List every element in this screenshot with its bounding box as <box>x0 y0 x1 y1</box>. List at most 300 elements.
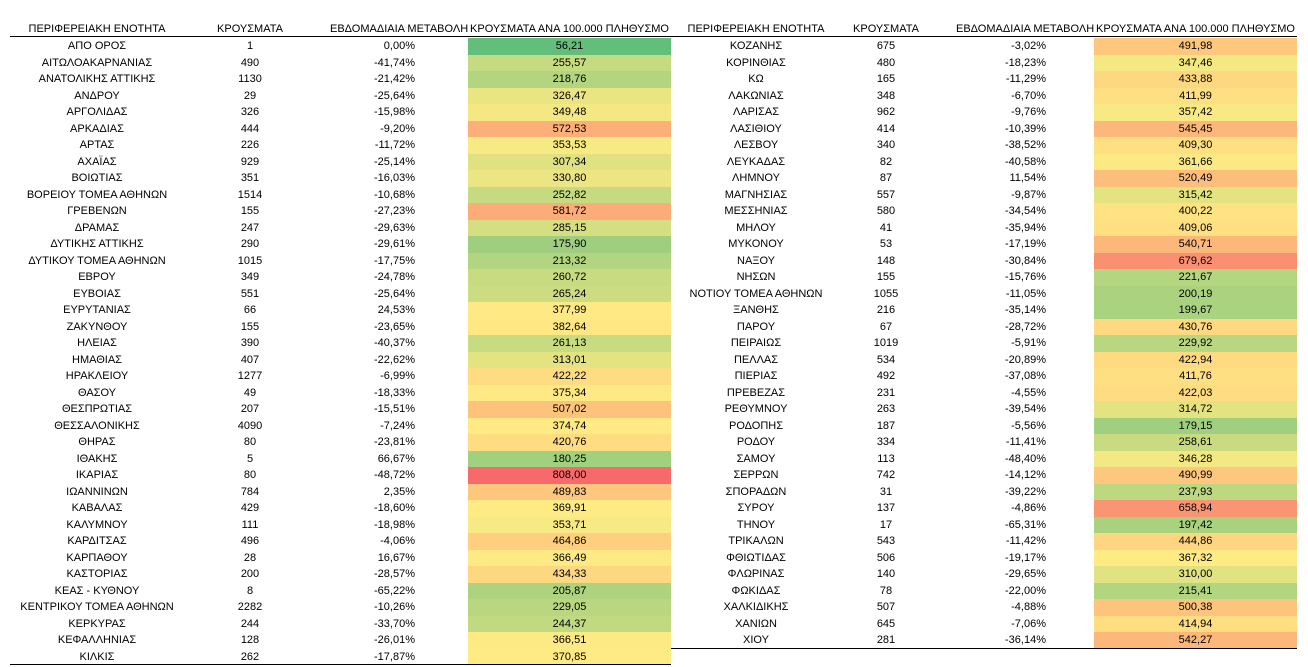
cell-weekly-change: -38,52% <box>1005 139 1046 151</box>
cell-region: ΦΘΙΩΤΙΔΑΣ <box>726 551 786 564</box>
cell-weekly-change: -4,55% <box>1011 386 1046 399</box>
cell-cases: 155 <box>240 320 260 333</box>
cell-region: ΑΝΑΤΟΛΙΚΗΣ ΑΤΤΙΚΗΣ <box>38 73 156 85</box>
cell-cases: 155 <box>240 205 260 217</box>
cell-cases: 340 <box>876 139 896 151</box>
header-weekly-change-right: ΕΒΔΟΜΑΔΙΑΙΑ ΜΕΤΑΒΟΛΗ <box>956 23 1095 35</box>
cell-per100k: 56,21 <box>468 38 671 55</box>
cell-per100k: 260,72 <box>468 269 671 286</box>
cell-cases: 1015 <box>237 254 263 267</box>
header-per100k-left: ΚΡΟΥΣΜΑΤΑ ΑΝΑ 100.000 ΠΛΗΘΥΣΜΟ <box>470 23 669 35</box>
cell-cases: 490 <box>240 56 260 69</box>
cell-cases: 580 <box>876 205 896 217</box>
cell-region: ΧΑΛΚΙΔΙΚΗΣ <box>723 601 789 613</box>
cell-per100k: 310,00 <box>1094 566 1297 583</box>
cell-weekly-change: -21,42% <box>374 73 415 85</box>
cell-weekly-change: -15,76% <box>1005 271 1046 283</box>
cell-per100k: 489,83 <box>468 484 671 501</box>
cell-cases: 1 <box>246 40 254 52</box>
cell-cases: 41 <box>879 221 893 234</box>
cell-weekly-change: 66,67% <box>377 452 415 465</box>
cell-region: ΝΗΣΩΝ <box>736 271 776 283</box>
cell-weekly-change: -9,20% <box>380 122 415 135</box>
cell-cases: 1514 <box>237 188 263 201</box>
cell-per100k: 265,24 <box>468 286 671 303</box>
cell-cases: 216 <box>876 304 896 316</box>
cell-region: ΛΑΡΙΣΑΣ <box>732 106 779 118</box>
cell-weekly-change: -10,26% <box>374 601 415 613</box>
cell-weekly-change: -11,05% <box>1005 287 1046 300</box>
cell-region: ΕΥΡΥΤΑΝΙΑΣ <box>63 304 131 316</box>
cell-per100k: 366,51 <box>468 632 671 649</box>
cell-cases: 17 <box>879 518 893 531</box>
cell-per100k: 307,34 <box>468 154 671 171</box>
cell-per100k: 314,72 <box>1094 401 1297 418</box>
cell-weekly-change: -28,72% <box>1005 320 1046 333</box>
cell-cases: 137 <box>876 502 896 514</box>
cell-weekly-change: -27,23% <box>374 205 415 217</box>
cell-weekly-change: -35,14% <box>1005 304 1046 316</box>
cell-per100k: 361,66 <box>1094 154 1297 171</box>
cell-cases: 80 <box>243 469 257 481</box>
cell-region: ΚΟΡΙΝΘΙΑΣ <box>726 56 786 69</box>
cell-per100k: 315,42 <box>1094 187 1297 204</box>
cell-per100k: 252,82 <box>468 187 671 204</box>
cell-weekly-change: -40,37% <box>374 337 415 349</box>
cell-weekly-change: 11,54% <box>1009 172 1046 184</box>
cell-weekly-change: -5,56% <box>1011 419 1046 432</box>
cell-weekly-change: -7,24% <box>380 419 415 432</box>
cell-region: ΛΑΣΙΘΙΟΥ <box>730 122 782 135</box>
cell-cases: 962 <box>876 106 896 118</box>
cell-cases: 507 <box>876 601 896 613</box>
cell-weekly-change: -15,51% <box>374 403 415 415</box>
cell-cases: 29 <box>243 89 257 102</box>
cell-per100k: 542,27 <box>1094 632 1297 649</box>
cell-cases: 148 <box>876 254 896 267</box>
cell-per100k: 229,05 <box>468 599 671 616</box>
cell-weekly-change: -10,39% <box>1005 122 1046 135</box>
cell-per100k: 349,48 <box>468 104 671 121</box>
cell-cases: 742 <box>876 469 896 481</box>
cell-per100k: 353,71 <box>468 517 671 534</box>
cell-weekly-change: -39,22% <box>1005 485 1046 498</box>
cell-weekly-change: -18,60% <box>374 502 415 514</box>
header-cases-left: ΚΡΟΥΣΜΑΤΑ <box>217 23 283 35</box>
cell-region: ΕΒΡΟΥ <box>78 271 116 283</box>
cell-region: ΙΘΑΚΗΣ <box>76 452 118 465</box>
cell-per100k: 500,38 <box>1094 599 1297 616</box>
cell-per100k: 258,61 <box>1094 434 1297 451</box>
cell-region: ΚΑΒΑΛΑΣ <box>71 502 123 514</box>
cell-weekly-change: -17,75% <box>374 254 415 267</box>
cell-weekly-change: -25,14% <box>374 155 415 168</box>
cell-per100k: 540,71 <box>1094 236 1297 253</box>
cell-region: ΗΜΑΘΙΑΣ <box>72 353 122 366</box>
cell-per100k: 229,92 <box>1094 335 1297 352</box>
cell-weekly-change: -11,29% <box>1005 73 1046 85</box>
cell-region: ΦΩΚΙΔΑΣ <box>731 584 781 597</box>
cell-cases: 128 <box>240 634 260 646</box>
cell-region: ΣΑΜΟΥ <box>736 452 776 465</box>
cell-per100k: 374,74 <box>468 418 671 435</box>
cell-cases: 407 <box>240 353 260 366</box>
cell-weekly-change: -10,68% <box>374 188 415 201</box>
cell-cases: 165 <box>876 73 896 85</box>
cell-region: ΜΥΚΟΝΟΥ <box>728 238 784 250</box>
cell-per100k: 581,72 <box>468 203 671 220</box>
cell-region: ΚΑΡΠΑΘΟΥ <box>66 551 128 564</box>
cell-per100k: 179,15 <box>1094 418 1297 435</box>
cell-cases: 534 <box>876 353 896 366</box>
cell-weekly-change: -9,87% <box>1011 188 1046 201</box>
cell-per100k: 430,76 <box>1094 319 1297 336</box>
cell-cases: 4090 <box>237 419 263 432</box>
cell-per100k: 197,42 <box>1094 517 1297 534</box>
cell-weekly-change: -26,01% <box>374 634 415 646</box>
cell-per100k: 409,06 <box>1094 220 1297 237</box>
cell-region: ΚΑΣΤΟΡΙΑΣ <box>66 568 128 580</box>
cell-region: ΧΙΟΥ <box>743 634 769 646</box>
cell-per100k: 400,22 <box>1094 203 1297 220</box>
cell-region: ΡΟΔΟΥ <box>736 436 776 448</box>
cell-weekly-change: -29,63% <box>374 221 415 234</box>
cell-weekly-change: -48,72% <box>374 469 415 481</box>
cell-weekly-change: -11,42% <box>1005 535 1046 547</box>
cell-weekly-change: -48,40% <box>1005 452 1046 465</box>
cell-region: ΗΛΕΙΑΣ <box>77 337 117 349</box>
cell-per100k: 422,03 <box>1094 385 1297 402</box>
cell-cases: 1019 <box>873 337 899 349</box>
cell-region: ΑΡΓΟΛΙΔΑΣ <box>66 106 128 118</box>
cell-weekly-change: -36,14% <box>1005 634 1046 646</box>
cell-region: ΑΧΑΪΑΣ <box>77 155 117 168</box>
cell-weekly-change: 16,67% <box>377 551 415 564</box>
cell-weekly-change: 2,35% <box>383 485 415 498</box>
cell-cases: 113 <box>877 452 895 465</box>
cell-region: ΚΕΡΚΥΡΑΣ <box>68 617 126 630</box>
cell-weekly-change: -7,06% <box>1011 617 1046 630</box>
cell-region: ΘΑΣΟΥ <box>77 386 117 399</box>
cell-per100k: 353,53 <box>468 137 671 154</box>
cell-cases: 444 <box>240 122 260 135</box>
cell-cases: 480 <box>876 56 896 69</box>
cell-per100k: 491,98 <box>1094 38 1297 55</box>
cell-weekly-change: -14,12% <box>1005 469 1046 481</box>
cell-region: ΦΛΩΡΙΝΑΣ <box>727 568 785 580</box>
cell-region: ΚΑΛΥΜΝΟΥ <box>66 518 128 531</box>
cell-cases: 263 <box>876 403 896 415</box>
cell-region: ΡΕΘΥΜΝΟΥ <box>724 403 788 415</box>
cell-cases: 82 <box>879 155 893 168</box>
cell-cases: 226 <box>240 139 260 151</box>
cell-weekly-change: -15,98% <box>374 106 415 118</box>
cell-weekly-change: -11,41% <box>1005 436 1046 448</box>
left-bottom-border <box>10 664 671 665</box>
cell-region: ΘΕΣΠΡΩΤΙΑΣ <box>61 403 133 415</box>
cell-region: ΑΠΟ ΟΡΟΣ <box>67 40 127 52</box>
cell-per100k: 205,87 <box>468 583 671 600</box>
cell-per100k: 545,45 <box>1094 121 1297 138</box>
cell-weekly-change: -20,89% <box>1005 353 1046 366</box>
cell-region: ΜΗΛΟΥ <box>736 221 776 234</box>
cell-cases: 429 <box>240 502 260 514</box>
cell-weekly-change: -3,02% <box>1011 40 1046 52</box>
cell-per100k: 255,57 <box>468 55 671 72</box>
cell-cases: 784 <box>240 485 260 498</box>
cell-per100k: 285,15 <box>468 220 671 237</box>
cell-weekly-change: -17,19% <box>1005 238 1046 250</box>
cell-per100k: 507,02 <box>468 401 671 418</box>
cell-weekly-change: -22,62% <box>374 353 415 366</box>
cell-per100k: 180,25 <box>468 451 671 468</box>
cell-weekly-change: -25,64% <box>374 89 415 102</box>
cell-weekly-change: -33,70% <box>374 617 415 630</box>
cell-weekly-change: -39,54% <box>1005 403 1046 415</box>
cell-per100k: 464,86 <box>468 533 671 550</box>
cell-region: ΜΕΣΣΗΝΙΑΣ <box>724 205 788 217</box>
cell-region: ΚΕΦΑΛΛΗΝΙΑΣ <box>57 634 137 646</box>
cell-per100k: 411,99 <box>1094 88 1297 105</box>
cell-region: ΑΙΤΩΛΟΑΚΑΡΝΑΝΙΑΣ <box>41 56 153 69</box>
cell-weekly-change: -19,17% <box>1005 551 1046 564</box>
cell-per100k: 237,93 <box>1094 484 1297 501</box>
cell-weekly-change: -9,76% <box>1011 106 1046 118</box>
cell-region: ΛΗΜΝΟΥ <box>732 172 780 184</box>
cell-weekly-change: -18,23% <box>1005 56 1046 69</box>
cell-weekly-change: -29,61% <box>374 238 415 250</box>
cell-cases: 390 <box>240 337 260 349</box>
cell-per100k: 215,41 <box>1094 583 1297 600</box>
cell-weekly-change: 0,00% <box>383 40 415 52</box>
cell-per100k: 444,86 <box>1094 533 1297 550</box>
cell-per100k: 370,85 <box>468 649 671 666</box>
cell-region: ΣΕΡΡΩΝ <box>733 469 779 481</box>
cell-per100k: 346,28 <box>1094 451 1297 468</box>
cell-weekly-change: -6,99% <box>380 370 415 382</box>
cell-per100k: 658,94 <box>1094 500 1297 517</box>
cell-cases: 334 <box>876 436 896 448</box>
cell-region: ΚΕΝΤΡΙΚΟΥ ΤΟΜΕΑ ΑΘΗΝΩΝ <box>20 601 174 613</box>
cell-cases: 80 <box>243 436 257 448</box>
cell-cases: 53 <box>879 238 893 250</box>
cell-cases: 645 <box>876 617 896 630</box>
right-bottom-border <box>671 648 1297 649</box>
cell-cases: 187 <box>876 419 896 432</box>
cell-region: ΤΗΝΟΥ <box>736 518 776 531</box>
cell-per100k: 175,90 <box>468 236 671 253</box>
cell-region: ΛΕΣΒΟΥ <box>733 139 779 151</box>
cell-cases: 5 <box>246 452 254 465</box>
cell-weekly-change: -28,57% <box>374 568 415 580</box>
cell-weekly-change: -4,06% <box>380 535 415 547</box>
cell-region: ΤΡΙΚΑΛΩΝ <box>728 535 784 547</box>
cell-cases: 262 <box>240 650 260 663</box>
cell-per100k: 520,49 <box>1094 170 1297 187</box>
cell-region: ΠΕΛΛΑΣ <box>733 353 779 366</box>
cell-region: ΡΟΔΟΠΗΣ <box>728 419 784 432</box>
cell-cases: 67 <box>879 320 893 333</box>
cell-per100k: 679,62 <box>1094 253 1297 270</box>
cell-weekly-change: -23,81% <box>374 436 415 448</box>
cell-region: ΘΕΣΣΑΛΟΝΙΚΗΣ <box>54 419 140 432</box>
cell-weekly-change: -18,98% <box>374 518 415 531</box>
cell-region: ΔΥΤΙΚΟΥ ΤΟΜΕΑ ΑΘΗΝΩΝ <box>28 254 166 267</box>
cell-per100k: 808,00 <box>468 467 671 484</box>
cell-weekly-change: -5,91% <box>1011 337 1046 349</box>
cell-cases: 8 <box>246 584 254 597</box>
cell-weekly-change: -41,74% <box>374 56 415 69</box>
cell-cases: 140 <box>876 568 896 580</box>
cell-weekly-change: -65,22% <box>374 584 415 597</box>
cell-region: ΒΟΡΕΙΟΥ ΤΟΜΕΑ ΑΘΗΝΩΝ <box>26 188 168 201</box>
cell-region: ΠΑΡΟΥ <box>736 320 776 333</box>
cell-per100k: 422,22 <box>468 368 671 385</box>
cell-cases: 66 <box>243 304 257 316</box>
cell-cases: 349 <box>240 271 260 283</box>
cell-weekly-change: -4,86% <box>1011 502 1046 514</box>
header-region-left: ΠΕΡΙΦΕΡΕΙΑΚΗ ΕΝΟΤΗΤΑ <box>28 23 166 35</box>
cell-weekly-change: 24,53% <box>377 304 415 316</box>
cell-weekly-change: -37,08% <box>1005 370 1046 382</box>
cell-per100k: 213,32 <box>468 253 671 270</box>
cell-cases: 247 <box>240 221 260 234</box>
cell-per100k: 434,33 <box>468 566 671 583</box>
cell-region: ΣΥΡΟΥ <box>737 502 775 514</box>
cell-per100k: 366,49 <box>468 550 671 567</box>
cell-region: ΛΑΚΩΝΙΑΣ <box>728 89 784 102</box>
cell-weekly-change: -30,84% <box>1005 254 1046 267</box>
cell-region: ΣΠΟΡΑΔΩΝ <box>725 485 787 498</box>
cell-region: ΚΟΖΑΝΗΣ <box>729 40 783 52</box>
cell-region: ΠΕΙΡΑΙΩΣ <box>730 337 782 349</box>
cell-per100k: 414,94 <box>1094 616 1297 633</box>
cell-region: ΖΑΚΥΝΘΟΥ <box>66 320 128 333</box>
cell-cases: 244 <box>240 617 260 630</box>
cell-cases: 28 <box>243 551 257 564</box>
cell-weekly-change: -16,03% <box>374 172 415 184</box>
cell-per100k: 411,76 <box>1094 368 1297 385</box>
cell-region: ΚΩ <box>748 73 764 85</box>
cell-weekly-change: -6,70% <box>1011 89 1046 102</box>
cell-weekly-change: -34,54% <box>1005 205 1046 217</box>
cell-region: ΗΡΑΚΛΕΙΟΥ <box>65 370 129 382</box>
header-per100k-right: ΚΡΟΥΣΜΑΤΑ ΑΝΑ 100.000 ΠΛΗΘΥΣΜΟ <box>1096 23 1295 35</box>
cell-per100k: 433,88 <box>1094 71 1297 88</box>
cell-region: ΚΙΛΚΙΣ <box>79 650 115 663</box>
cell-per100k: 313,01 <box>468 352 671 369</box>
cell-cases: 1130 <box>238 73 262 85</box>
cell-per100k: 218,76 <box>468 71 671 88</box>
cell-weekly-change: -22,00% <box>1005 584 1046 597</box>
cell-cases: 200 <box>240 568 260 580</box>
cell-cases: 2282 <box>237 601 263 613</box>
cell-region: ΛΕΥΚΑΔΑΣ <box>726 155 786 168</box>
cell-cases: 49 <box>243 386 257 399</box>
header-underline <box>10 36 1297 37</box>
cell-region: ΚΑΡΔΙΤΣΑΣ <box>67 535 127 547</box>
cell-weekly-change: -40,58% <box>1005 155 1046 168</box>
cell-cases: 506 <box>876 551 896 564</box>
cell-per100k: 377,99 <box>468 302 671 319</box>
cell-region: ΠΡΕΒΕΖΑΣ <box>726 386 786 399</box>
cell-per100k: 375,34 <box>468 385 671 402</box>
cell-per100k: 199,67 <box>1094 302 1297 319</box>
cell-per100k: 367,32 <box>1094 550 1297 567</box>
cell-region: ΜΑΓΝΗΣΙΑΣ <box>724 188 788 201</box>
cell-per100k: 347,46 <box>1094 55 1297 72</box>
cell-cases: 111 <box>241 518 259 531</box>
cell-per100k: 330,80 <box>468 170 671 187</box>
cell-region: ΑΡΚΑΔΙΑΣ <box>70 122 124 135</box>
cell-cases: 1055 <box>873 287 899 300</box>
cell-per100k: 221,67 <box>1094 269 1297 286</box>
header-weekly-change-left: ΕΒΔΟΜΑΔΙΑΙΑ ΜΕΤΑΒΟΛΗ <box>330 23 469 35</box>
cell-cases: 492 <box>876 370 896 382</box>
cell-cases: 78 <box>879 584 893 597</box>
cell-weekly-change: -11,72% <box>374 139 415 151</box>
cell-region: ΝΟΤΙΟΥ ΤΟΜΕΑ ΑΘΗΝΩΝ <box>689 287 823 300</box>
cell-cases: 675 <box>876 40 896 52</box>
cell-cases: 207 <box>240 403 260 415</box>
cell-per100k: 572,53 <box>468 121 671 138</box>
cell-per100k: 409,30 <box>1094 137 1297 154</box>
cell-region: ΞΑΝΘΗΣ <box>733 304 779 316</box>
cell-per100k: 420,76 <box>468 434 671 451</box>
cell-region: ΝΑΞΟΥ <box>737 254 775 267</box>
header-cases-right: ΚΡΟΥΣΜΑΤΑ <box>853 23 919 35</box>
cell-region: ΠΙΕΡΙΑΣ <box>734 370 778 382</box>
cell-region: ΒΟΙΩΤΙΑΣ <box>71 172 123 184</box>
cell-cases: 326 <box>240 106 260 118</box>
cell-weekly-change: -24,78% <box>374 271 415 283</box>
cell-cases: 1277 <box>237 370 263 382</box>
cell-weekly-change: -18,33% <box>374 386 415 399</box>
cell-per100k: 326,47 <box>468 88 671 105</box>
cell-cases: 87 <box>879 172 893 184</box>
cell-region: ΑΝΔΡΟΥ <box>74 89 120 102</box>
cell-cases: 155 <box>876 271 896 283</box>
cell-cases: 290 <box>240 238 260 250</box>
cell-cases: 231 <box>876 386 896 399</box>
cell-weekly-change: -65,31% <box>1005 518 1046 531</box>
cell-cases: 929 <box>240 155 260 168</box>
cell-cases: 281 <box>876 634 896 646</box>
cell-region: ΙΩΑΝΝΙΝΩΝ <box>66 485 128 498</box>
cell-per100k: 422,94 <box>1094 352 1297 369</box>
cell-weekly-change: -17,87% <box>374 650 415 663</box>
cell-region: ΕΥΒΟΙΑΣ <box>73 287 121 300</box>
cell-region: ΔΥΤΙΚΗΣ ΑΤΤΙΚΗΣ <box>50 238 144 250</box>
cell-per100k: 490,99 <box>1094 467 1297 484</box>
cell-cases: 543 <box>876 535 896 547</box>
cell-region: ΔΡΑΜΑΣ <box>74 221 120 234</box>
cell-weekly-change: -35,94% <box>1005 221 1046 234</box>
cell-cases: 557 <box>876 188 896 201</box>
cell-region: ΧΑΝΙΩΝ <box>735 617 777 630</box>
cell-per100k: 357,42 <box>1094 104 1297 121</box>
cell-weekly-change: -23,65% <box>374 320 415 333</box>
cell-per100k: 369,91 <box>468 500 671 517</box>
cell-cases: 348 <box>876 89 896 102</box>
cell-region: ΙΚΑΡΙΑΣ <box>75 469 119 481</box>
cell-region: ΚΕΑΣ - ΚΥΘΝΟΥ <box>54 584 140 597</box>
cell-per100k: 382,64 <box>468 319 671 336</box>
cell-weekly-change: -4,88% <box>1011 601 1046 613</box>
cell-per100k: 244,37 <box>468 616 671 633</box>
cell-weekly-change: -29,65% <box>1005 568 1046 580</box>
cell-cases: 414 <box>876 122 896 135</box>
